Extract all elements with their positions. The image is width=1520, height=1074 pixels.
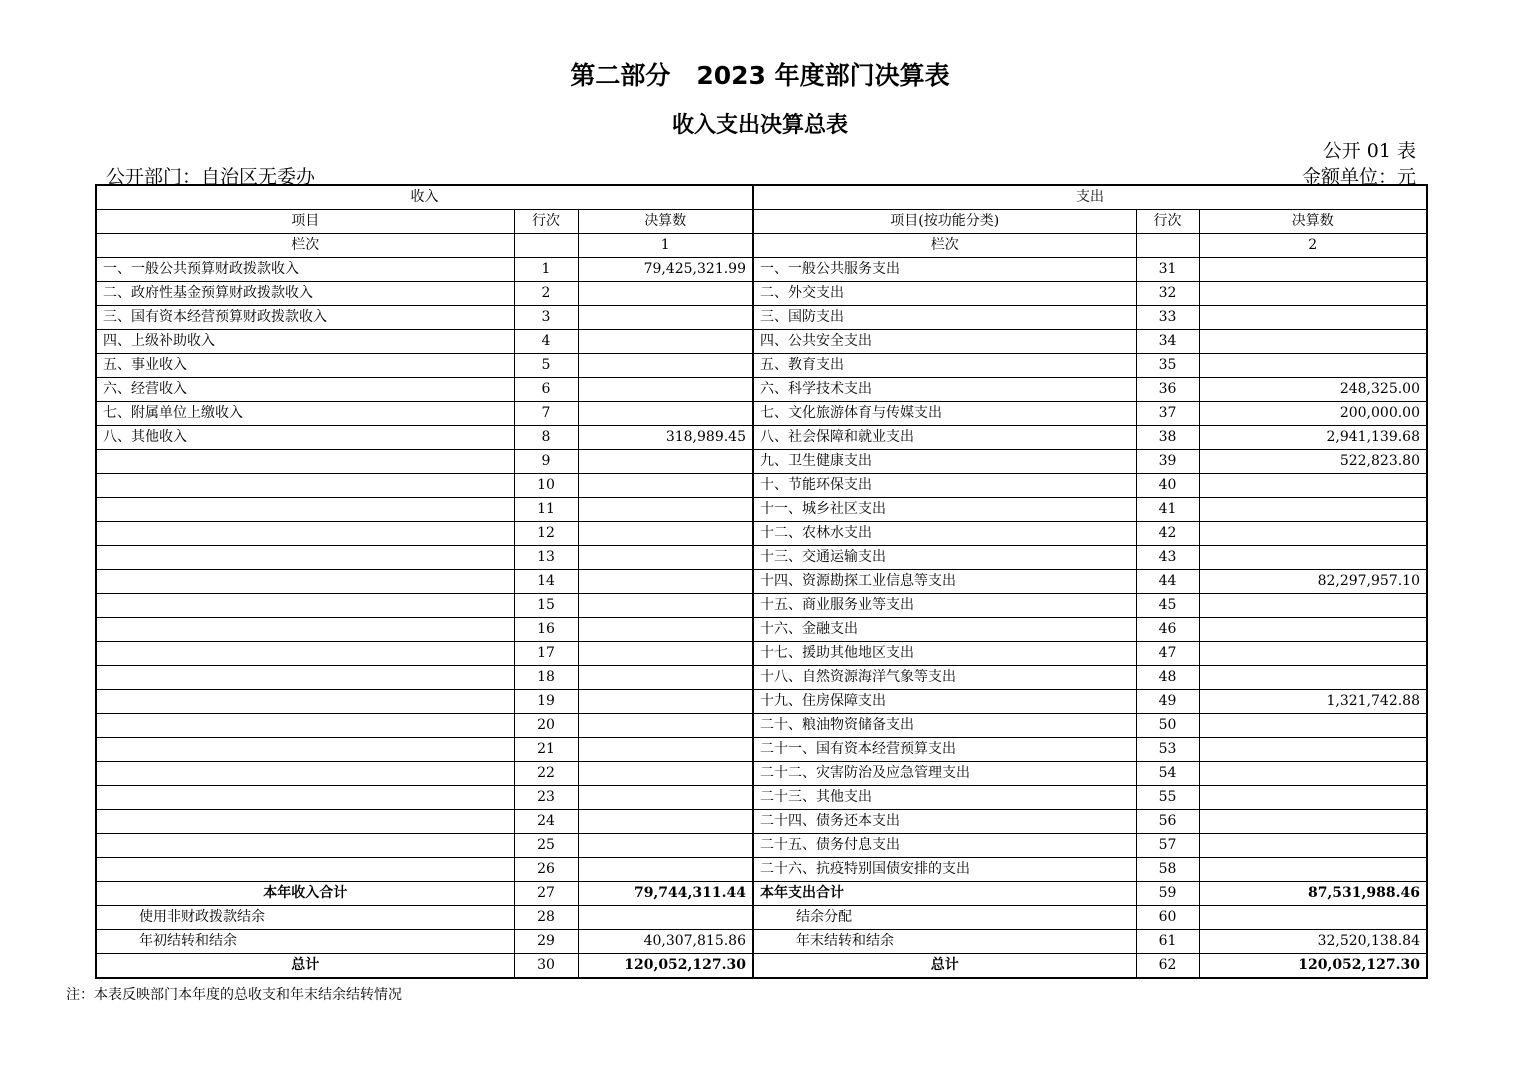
income-row-no: 27 <box>514 882 578 906</box>
expense-row-no: 49 <box>1136 690 1199 714</box>
income-row-no: 13 <box>514 546 578 570</box>
income-amount <box>578 306 753 330</box>
expense-amount <box>1199 546 1427 570</box>
expense-item: 十八、自然资源海洋气象等支出 <box>753 666 1136 690</box>
expense-amount <box>1199 330 1427 354</box>
expense-item: 一、一般公共服务支出 <box>753 258 1136 282</box>
income-row-no: 29 <box>514 930 578 954</box>
expense-amount <box>1199 522 1427 546</box>
income-amount: 40,307,815.86 <box>578 930 753 954</box>
expense-amount <box>1199 810 1427 834</box>
income-item <box>96 666 514 690</box>
grand-total-row <box>96 954 1427 979</box>
income-amount <box>578 642 753 666</box>
expense-amount <box>1199 762 1427 786</box>
table-row <box>96 642 1427 666</box>
income-row-no: 21 <box>514 738 578 762</box>
income-row-no: 3 <box>514 306 578 330</box>
expense-item: 十、节能环保支出 <box>753 474 1136 498</box>
table-row <box>96 594 1427 618</box>
expense-amount <box>1199 618 1427 642</box>
income-amount: 79,425,321.99 <box>578 258 753 282</box>
income-row-no: 4 <box>514 330 578 354</box>
expense-amount: 87,531,988.46 <box>1199 882 1427 906</box>
income-row-no: 28 <box>514 906 578 930</box>
expense-row-no: 61 <box>1136 930 1199 954</box>
income-amount <box>578 354 753 378</box>
income-row-no: 30 <box>514 954 578 979</box>
col-amount: 决算数 <box>578 210 753 234</box>
expense-item: 十一、城乡社区支出 <box>753 498 1136 522</box>
expense-item: 年末结转和结余 <box>753 930 1136 954</box>
expense-item: 二十六、抗疫特别国债安排的支出 <box>753 858 1136 882</box>
section-header-row <box>96 185 1427 210</box>
expense-amount: 82,297,957.10 <box>1199 570 1427 594</box>
expense-row-no: 58 <box>1136 858 1199 882</box>
balance-row <box>96 930 1427 954</box>
income-amount <box>578 834 753 858</box>
expense-row-no: 35 <box>1136 354 1199 378</box>
unit-label: 金额单位：元 <box>1301 166 1416 188</box>
income-row-no: 23 <box>514 786 578 810</box>
income-item <box>96 522 514 546</box>
table-row <box>96 834 1427 858</box>
table-row <box>96 282 1427 306</box>
expense-item: 十七、援助其他地区支出 <box>753 642 1136 666</box>
col-row2: 行次 <box>1136 210 1199 234</box>
income-amount <box>578 378 753 402</box>
table-row <box>96 450 1427 474</box>
income-amount <box>578 810 753 834</box>
table-row <box>96 786 1427 810</box>
income-amount <box>578 570 753 594</box>
income-row-no: 17 <box>514 642 578 666</box>
table-row <box>96 714 1427 738</box>
expense-amount: 522,823.80 <box>1199 450 1427 474</box>
income-item <box>96 738 514 762</box>
expense-row-no: 54 <box>1136 762 1199 786</box>
footnote: 注：本表反映部门本年度的总收支和年末结余结转情况 <box>66 987 402 1003</box>
expense-row-no: 36 <box>1136 378 1199 402</box>
income-row-no: 15 <box>514 594 578 618</box>
income-item: 本年收入合计 <box>96 882 514 906</box>
expense-row-no: 33 <box>1136 306 1199 330</box>
carryover-row <box>96 906 1427 930</box>
income-row-no: 2 <box>514 282 578 306</box>
expense-item: 六、科学技术支出 <box>753 378 1136 402</box>
table-row <box>96 498 1427 522</box>
income-amount <box>578 618 753 642</box>
income-row-no: 14 <box>514 570 578 594</box>
income-item <box>96 762 514 786</box>
income-row-no: 26 <box>514 858 578 882</box>
income-item: 年初结转和结余 <box>96 930 514 954</box>
income-item <box>96 786 514 810</box>
table-row <box>96 738 1427 762</box>
form-number: 公开 01 表 <box>1322 140 1416 162</box>
table-row <box>96 570 1427 594</box>
lanci-right-no: 2 <box>1199 234 1427 258</box>
expense-item: 总计 <box>753 954 1136 979</box>
income-item: 六、经营收入 <box>96 378 514 402</box>
income-amount <box>578 906 753 930</box>
page-subtitle: 收入支出决算总表 <box>671 113 848 138</box>
table-row <box>96 858 1427 882</box>
expense-item: 二十一、国有资本经营预算支出 <box>753 738 1136 762</box>
expense-item: 二十三、其他支出 <box>753 786 1136 810</box>
income-item <box>96 474 514 498</box>
income-item: 四、上级补助收入 <box>96 330 514 354</box>
expense-row-no: 48 <box>1136 666 1199 690</box>
expense-item: 九、卫生健康支出 <box>753 450 1136 474</box>
expense-row-no: 53 <box>1136 738 1199 762</box>
income-row-no: 22 <box>514 762 578 786</box>
expense-row-no: 50 <box>1136 714 1199 738</box>
income-amount <box>578 666 753 690</box>
income-item: 总计 <box>96 954 514 979</box>
expense-row-no: 44 <box>1136 570 1199 594</box>
expense-item: 十九、住房保障支出 <box>753 690 1136 714</box>
expense-row-no: 40 <box>1136 474 1199 498</box>
department-label: 公开部门：自治区无委办 <box>106 166 316 188</box>
income-item <box>96 714 514 738</box>
income-item: 八、其他收入 <box>96 426 514 450</box>
page-title <box>0 56 1520 92</box>
expense-row-no: 59 <box>1136 882 1199 906</box>
total-year-row <box>96 882 1427 906</box>
income-amount: 79,744,311.44 <box>578 882 753 906</box>
expense-item: 七、文化旅游体育与传媒支出 <box>753 402 1136 426</box>
expense-amount <box>1199 786 1427 810</box>
income-item <box>96 498 514 522</box>
expense-row-no: 31 <box>1136 258 1199 282</box>
table-row <box>96 426 1427 450</box>
income-item <box>96 546 514 570</box>
part-label: 第二部分 <box>570 61 671 90</box>
income-amount <box>578 474 753 498</box>
expense-amount <box>1199 282 1427 306</box>
income-row-no: 18 <box>514 666 578 690</box>
expense-row-no: 37 <box>1136 402 1199 426</box>
table-row <box>96 522 1427 546</box>
expense-row-no: 34 <box>1136 330 1199 354</box>
expense-item: 十二、农林水支出 <box>753 522 1136 546</box>
table-row <box>96 810 1427 834</box>
income-item <box>96 810 514 834</box>
expense-amount <box>1199 498 1427 522</box>
income-amount <box>578 594 753 618</box>
column-header-row <box>96 210 1427 234</box>
table-row <box>96 762 1427 786</box>
income-row-no: 6 <box>514 378 578 402</box>
expense-item: 本年支出合计 <box>753 882 1136 906</box>
table-row <box>96 258 1427 282</box>
expense-row-no: 46 <box>1136 618 1199 642</box>
lanci-left: 栏次 <box>96 234 514 258</box>
income-amount <box>578 402 753 426</box>
income-row-no: 10 <box>514 474 578 498</box>
lanci-right: 栏次 <box>753 234 1136 258</box>
expense-row-no: 57 <box>1136 834 1199 858</box>
income-amount <box>578 282 753 306</box>
expense-amount <box>1199 306 1427 330</box>
expense-row-no: 43 <box>1136 546 1199 570</box>
income-item: 三、国有资本经营预算财政拨款收入 <box>96 306 514 330</box>
income-amount: 318,989.45 <box>578 426 753 450</box>
table-row <box>96 474 1427 498</box>
income-item: 七、附属单位上缴收入 <box>96 402 514 426</box>
expense-amount: 2,941,139.68 <box>1199 426 1427 450</box>
table-row <box>96 666 1427 690</box>
income-amount <box>578 762 753 786</box>
col-item: 项目 <box>96 210 514 234</box>
expense-row-no: 62 <box>1136 954 1199 979</box>
expense-row-no: 60 <box>1136 906 1199 930</box>
expense-item: 十四、资源勘探工业信息等支出 <box>753 570 1136 594</box>
income-row-no: 5 <box>514 354 578 378</box>
income-item <box>96 690 514 714</box>
expense-amount <box>1199 594 1427 618</box>
lanci-left-no: 1 <box>578 234 753 258</box>
income-amount <box>578 858 753 882</box>
expense-row-no: 32 <box>1136 282 1199 306</box>
expense-amount: 32,520,138.84 <box>1199 930 1427 954</box>
expense-row-no: 38 <box>1136 426 1199 450</box>
col-row: 行次 <box>514 210 578 234</box>
income-item <box>96 570 514 594</box>
income-item: 一、一般公共预算财政拨款收入 <box>96 258 514 282</box>
expense-amount <box>1199 474 1427 498</box>
expense-row-no: 45 <box>1136 594 1199 618</box>
table-row <box>96 330 1427 354</box>
income-row-no: 16 <box>514 618 578 642</box>
table-row <box>96 402 1427 426</box>
income-item: 二、政府性基金预算财政拨款收入 <box>96 282 514 306</box>
lanci-row <box>96 234 1427 258</box>
title-text: 2023 年度部门决算表 <box>696 61 950 90</box>
expense-amount <box>1199 858 1427 882</box>
table-row <box>96 354 1427 378</box>
income-row-no: 9 <box>514 450 578 474</box>
expense-item: 结余分配 <box>753 906 1136 930</box>
income-header: 收入 <box>96 185 753 210</box>
expense-item: 八、社会保障和就业支出 <box>753 426 1136 450</box>
expense-item: 二、外交支出 <box>753 282 1136 306</box>
expense-row-no: 56 <box>1136 810 1199 834</box>
table-row <box>96 378 1427 402</box>
table-row <box>96 546 1427 570</box>
expense-header: 支出 <box>753 185 1427 210</box>
expense-amount: 120,052,127.30 <box>1199 954 1427 979</box>
income-amount <box>578 786 753 810</box>
income-item: 使用非财政拨款结余 <box>96 906 514 930</box>
lanci-left-row <box>514 234 578 258</box>
income-item: 五、事业收入 <box>96 354 514 378</box>
expense-row-no: 42 <box>1136 522 1199 546</box>
col-item-func: 项目(按功能分类) <box>753 210 1136 234</box>
income-amount <box>578 546 753 570</box>
income-amount <box>578 714 753 738</box>
expense-row-no: 47 <box>1136 642 1199 666</box>
income-amount <box>578 690 753 714</box>
income-row-no: 7 <box>514 402 578 426</box>
expense-amount: 1,321,742.88 <box>1199 690 1427 714</box>
expense-amount <box>1199 258 1427 282</box>
income-amount <box>578 522 753 546</box>
expense-amount: 200,000.00 <box>1199 402 1427 426</box>
income-row-no: 24 <box>514 810 578 834</box>
expense-amount <box>1199 354 1427 378</box>
lanci-right-row <box>1136 234 1199 258</box>
income-row-no: 11 <box>514 498 578 522</box>
expense-amount <box>1199 738 1427 762</box>
income-item <box>96 834 514 858</box>
expense-item: 二十五、债务付息支出 <box>753 834 1136 858</box>
expense-amount <box>1199 834 1427 858</box>
income-row-no: 25 <box>514 834 578 858</box>
table-row <box>96 618 1427 642</box>
expense-item: 十三、交通运输支出 <box>753 546 1136 570</box>
table-row <box>96 690 1427 714</box>
income-amount: 120,052,127.30 <box>578 954 753 979</box>
expense-item: 十六、金融支出 <box>753 618 1136 642</box>
income-row-no: 12 <box>514 522 578 546</box>
income-amount <box>578 330 753 354</box>
income-item <box>96 642 514 666</box>
expense-amount <box>1199 714 1427 738</box>
expense-row-no: 41 <box>1136 498 1199 522</box>
income-row-no: 19 <box>514 690 578 714</box>
expense-row-no: 55 <box>1136 786 1199 810</box>
income-row-no: 20 <box>514 714 578 738</box>
expense-item: 二十二、灾害防治及应急管理支出 <box>753 762 1136 786</box>
income-item <box>96 618 514 642</box>
expense-amount <box>1199 666 1427 690</box>
expense-item: 三、国防支出 <box>753 306 1136 330</box>
income-amount <box>578 738 753 762</box>
income-row-no: 1 <box>514 258 578 282</box>
expense-item: 五、教育支出 <box>753 354 1136 378</box>
expense-item: 四、公共安全支出 <box>753 330 1136 354</box>
col-amount2: 决算数 <box>1199 210 1427 234</box>
expense-amount <box>1199 642 1427 666</box>
income-expense-table <box>95 184 1428 979</box>
expense-item: 二十、粮油物资储备支出 <box>753 714 1136 738</box>
income-row-no: 8 <box>514 426 578 450</box>
expense-amount <box>1199 906 1427 930</box>
income-amount <box>578 498 753 522</box>
income-amount <box>578 450 753 474</box>
income-item <box>96 450 514 474</box>
income-item <box>96 594 514 618</box>
expense-amount: 248,325.00 <box>1199 378 1427 402</box>
income-item <box>96 858 514 882</box>
expense-row-no: 39 <box>1136 450 1199 474</box>
table-row <box>96 306 1427 330</box>
expense-item: 十五、商业服务业等支出 <box>753 594 1136 618</box>
expense-item: 二十四、债务还本支出 <box>753 810 1136 834</box>
